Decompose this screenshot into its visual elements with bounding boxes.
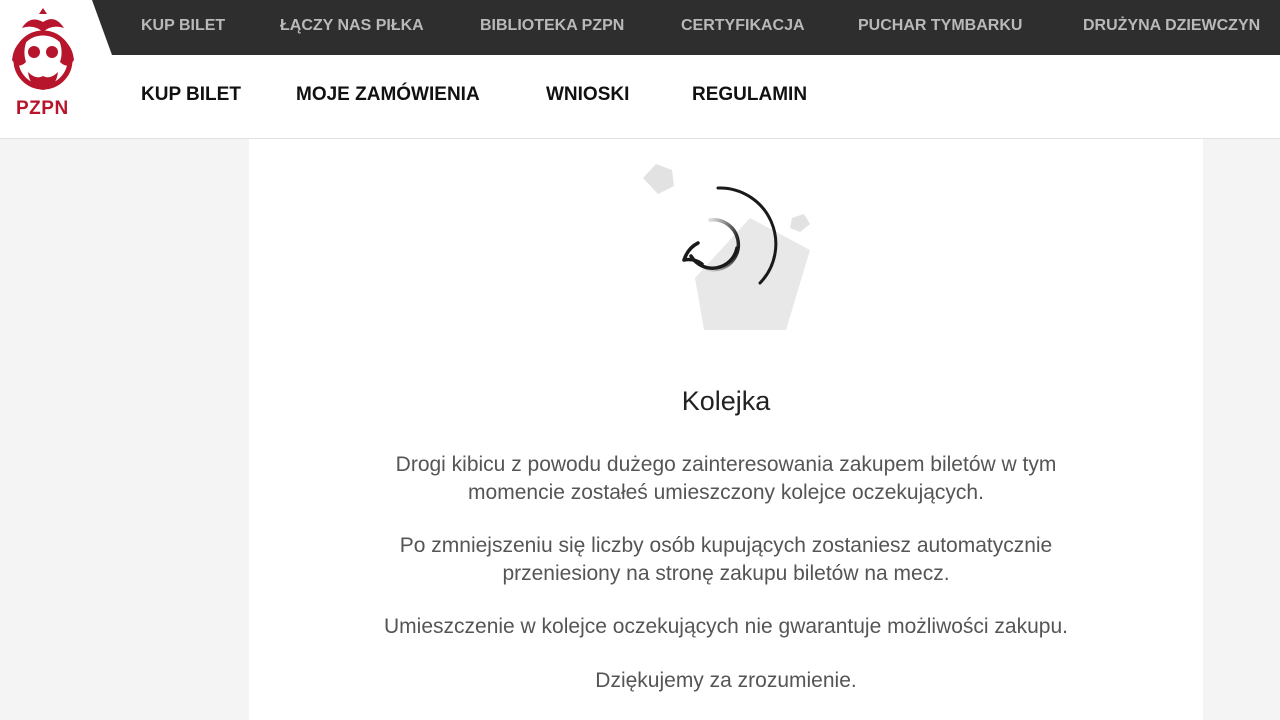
top-nav-biblioteka-pzpn[interactable]: BIBLIOTEKA PZPN xyxy=(480,17,625,34)
queue-title: Kolejka xyxy=(681,386,771,416)
queue-paragraph-no-guarantee: Umieszczenie w kolejce oczekujących nie gwarantuje możliwości zakupu. xyxy=(384,615,1068,638)
top-nav-puchar-tymbarku[interactable]: PUCHAR TYMBARKU xyxy=(858,17,1023,34)
pzpn-logo[interactable] xyxy=(0,0,112,138)
top-nav-bar xyxy=(0,0,1280,55)
main-nav-moje-zamowienia[interactable]: MOJE ZAMÓWIENIA xyxy=(296,84,480,105)
queue-loading-icon xyxy=(640,160,815,340)
queue-paragraph-redirect: Po zmniejszeniu się liczby osób kupujących zostaniesz automatycznie przeniesiony na stronę zakupu biletów na mecz. xyxy=(399,534,1053,585)
top-nav-laczy-nas-pilka[interactable]: ŁĄCZY NAS PIŁKA xyxy=(280,17,424,34)
top-nav-druzyna-dziewczyn[interactable]: DRUŻYNA DZIEWCZYN xyxy=(1083,17,1261,34)
top-nav-certyfikacja[interactable]: CERTYFIKACJA xyxy=(681,17,805,34)
main-nav-regulamin[interactable]: REGULAMIN xyxy=(692,84,808,105)
top-nav-kup-bilet[interactable]: KUP BILET xyxy=(141,17,226,34)
queue-paragraph-thanks: Dziękujemy za zrozumienie. xyxy=(595,669,857,692)
main-nav-wnioski[interactable]: WNIOSKI xyxy=(546,84,630,105)
main-nav-kup-bilet[interactable]: KUP BILET xyxy=(141,84,241,105)
queue-paragraph-info: Drogi kibicu z powodu dużego zainteresowania zakupem biletów w tym momencie zostałeś umieszczony kolejce oczekujących. xyxy=(395,453,1057,504)
logo-text: PZPN xyxy=(16,98,69,119)
